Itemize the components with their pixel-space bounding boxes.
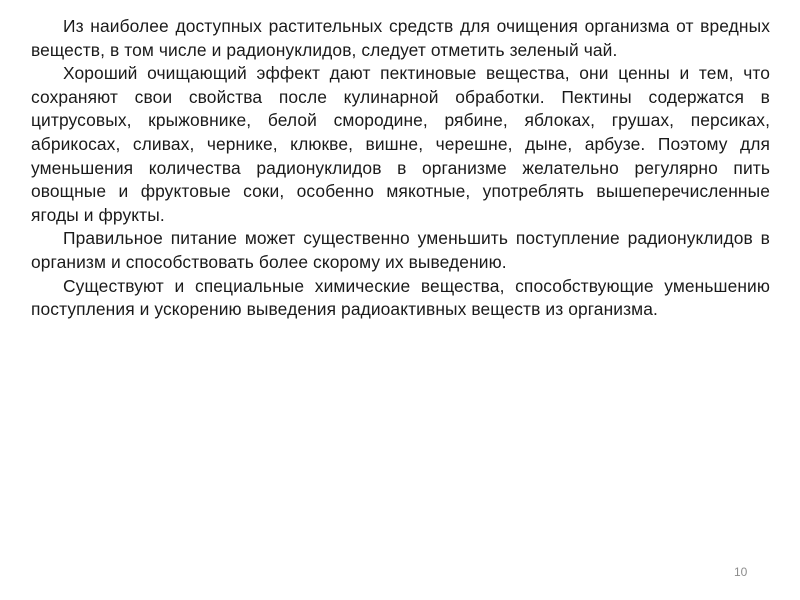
paragraph-chemicals: Существуют и специальные химические вещества, способствующие уменьшению поступления и ускорению выведения радиоактивных веществ из организма.	[31, 275, 770, 320]
slide-body-text	[31, 15, 770, 322]
paragraph-green-tea: Из наиболее доступных растительных средств для очищения организма от вредных веществ, в том числе и радионуклидов, следует отметить зеленый чай.	[31, 16, 770, 60]
page-number: 10	[734, 565, 748, 579]
paragraph-nutrition: Правильное питание может существенно уменьшить поступление радионуклидов в организм и способствовать более скорому их выведению.	[31, 228, 770, 272]
paragraph-pectins: Хороший очищающий эффект дают пектиновые вещества, они ценны и тем, что сохраняют свои свойства после кулинарной обработки. Пектины содержатся в цитрусовых, крыжовнике, белой смородине, рябине, яблоках, грушах, персиках, абрикосах, сливах, чернике, клюкве, вишне, черешне, дыне, арбузе. Поэтому для уменьшения количества радионуклидов в организме желательно регулярно пить овощные и фруктовые соки, особенно мякотные, употреблять вышеперечисленные ягоды и фрукты.	[31, 63, 770, 225]
